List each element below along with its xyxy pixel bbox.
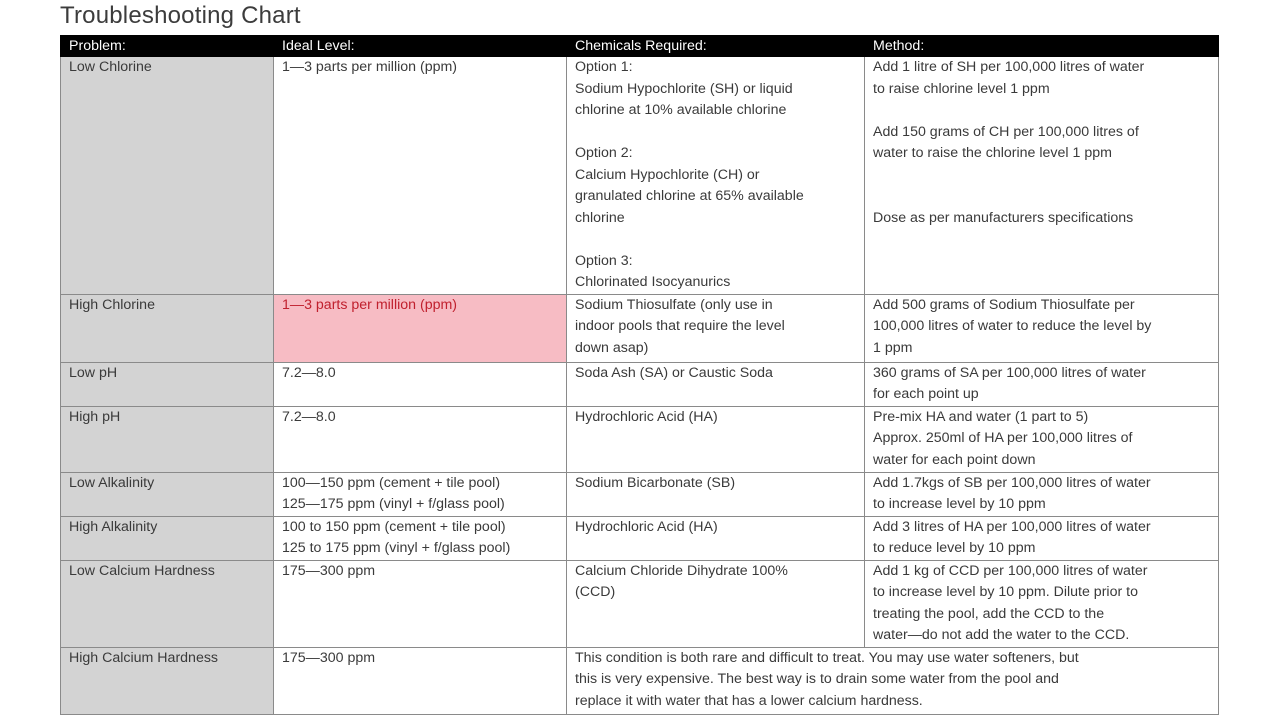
- cell-text-line: Chlorinated Isocyanurics: [575, 274, 731, 290]
- method-cell: [865, 516, 1219, 560]
- cell-text-line: 100,000 litres of water to reduce the level by: [873, 318, 1152, 334]
- cell-text-line: Option 2:: [575, 145, 633, 161]
- ideal-level-cell: [274, 647, 567, 714]
- page-title: Troubleshooting Chart: [60, 2, 301, 29]
- cell-text-line: chlorine at 10% available chlorine: [575, 102, 787, 118]
- problem-cell: [61, 57, 274, 295]
- header-problem: Problem:: [61, 36, 274, 57]
- cell-text-line: Sodium Bicarbonate (SB): [575, 474, 736, 491]
- cell-text-line: Hydrochloric Acid (HA): [575, 518, 718, 535]
- cell-text-line: down asap): [575, 339, 649, 356]
- table-header-row: [61, 36, 1219, 57]
- merged-note-cell: [567, 647, 1219, 714]
- cell-text-line: Add 150 grams of CH per 100,000 litres of: [873, 123, 1139, 140]
- cell-text-line: 7.2—8.0: [282, 408, 336, 425]
- method-cell: [865, 406, 1219, 472]
- cell-text-line: Option 1:: [575, 59, 633, 75]
- method-cell: [865, 472, 1219, 516]
- cell-text-line: water for each point down: [873, 451, 1036, 468]
- ideal-level-cell: [274, 362, 567, 406]
- cell-text-line: Hydrochloric Acid (HA): [575, 408, 718, 425]
- cell-text-line: Add 3 litres of HA per 100,000 litres of water: [873, 518, 1151, 535]
- chemicals-cell: [567, 516, 865, 560]
- ideal-level-cell: [274, 560, 567, 647]
- troubleshooting-table: [60, 35, 1219, 715]
- chemicals-cell: [567, 406, 865, 472]
- cell-text-line: water to raise the chlorine level 1 ppm: [873, 145, 1112, 161]
- problem-label: High pH: [69, 408, 121, 425]
- cell-text-line: 360 grams of SA per 100,000 litres of water: [873, 364, 1146, 381]
- table-row: [61, 560, 1219, 647]
- cell-text-line: Add 1 kg of CCD per 100,000 litres of water: [873, 562, 1148, 579]
- table-row: [61, 362, 1219, 406]
- problem-cell: [61, 294, 274, 362]
- cell-text-line: This condition is both rare and difficult to treat. You may use water softeners, but: [575, 649, 1079, 666]
- method-cell: [865, 294, 1219, 362]
- problem-label: Low pH: [69, 364, 118, 381]
- cell-text-line: 125—175 ppm (vinyl + f/glass pool): [282, 496, 505, 512]
- cell-text-line: to raise chlorine level 1 ppm: [873, 80, 1050, 97]
- table-row: [61, 294, 1219, 362]
- cell-text-line: 100 to 150 ppm (cement + tile pool): [282, 518, 506, 535]
- chemicals-cell: [567, 57, 865, 295]
- cell-text-line: to increase level by 10 ppm. Dilute prior to: [873, 584, 1138, 600]
- cell-text-line: Option 3:: [575, 252, 633, 269]
- cell-text-line: Dose as per manufacturers specifications: [873, 209, 1134, 226]
- problem-cell: [61, 406, 274, 472]
- cell-text-line: chlorine: [575, 209, 625, 226]
- cell-text-line: Calcium Chloride Dihydrate 100%: [575, 562, 788, 579]
- ideal-level-cell: [274, 516, 567, 560]
- header-ideal-level: Ideal Level:: [274, 36, 567, 57]
- chemicals-cell: [567, 362, 865, 406]
- header-method: Method:: [865, 36, 1219, 57]
- problem-label: Low Calcium Hardness: [69, 562, 215, 579]
- problem-label: High Calcium Hardness: [69, 649, 219, 666]
- ideal-level-cell: [274, 406, 567, 472]
- ideal-level-cell: [274, 57, 567, 295]
- cell-text-line: Approx. 250ml of HA per 100,000 litres of: [873, 430, 1133, 446]
- cell-text-line: 125 to 175 ppm (vinyl + f/glass pool): [282, 540, 511, 556]
- chemicals-cell: [567, 294, 865, 362]
- cell-text-line: granulated chlorine at 65% available: [575, 188, 804, 204]
- chemicals-cell: [567, 560, 865, 647]
- cell-text-line: to increase level by 10 ppm: [873, 496, 1046, 512]
- cell-text-line: 175—300 ppm: [282, 649, 376, 666]
- ideal-level-cell: [274, 472, 567, 516]
- problem-label: High Chlorine: [69, 296, 155, 313]
- cell-text-line: 7.2—8.0: [282, 364, 336, 381]
- cell-text-line: 1—3 parts per million (ppm): [282, 296, 458, 313]
- header-chemicals-required: Chemicals Required:: [567, 36, 865, 57]
- cell-text-line: Pre-mix HA and water (1 part to 5): [873, 408, 1089, 425]
- cell-text-line: Sodium Thiosulfate (only use in: [575, 296, 773, 313]
- table-row: [61, 647, 1219, 714]
- table-row: [61, 406, 1219, 472]
- cell-text-line: replace it with water that has a lower calcium hardness.: [575, 692, 923, 709]
- problem-cell: [61, 560, 274, 647]
- problem-cell: [61, 362, 274, 406]
- cell-text-line: to reduce level by 10 ppm: [873, 540, 1036, 556]
- cell-text-line: indoor pools that require the level: [575, 318, 785, 334]
- cell-text-line: 100—150 ppm (cement + tile pool): [282, 474, 501, 491]
- cell-text-line: this is very expensive. The best way is to drain some water from the pool and: [575, 671, 1059, 687]
- cell-text-line: Soda Ash (SA) or Caustic Soda: [575, 364, 773, 381]
- table-row: [61, 516, 1219, 560]
- table-row: [61, 472, 1219, 516]
- problem-cell: [61, 516, 274, 560]
- cell-text-line: Calcium Hypochlorite (CH) or: [575, 166, 760, 183]
- method-cell: [865, 57, 1219, 295]
- cell-text-line: treating the pool, add the CCD to the: [873, 605, 1105, 622]
- problem-label: Low Chlorine: [69, 59, 152, 75]
- cell-text-line: 175—300 ppm: [282, 562, 376, 579]
- problem-cell: [61, 472, 274, 516]
- cell-text-line: water—do not add the water to the CCD.: [873, 627, 1130, 643]
- problem-label: High Alkalinity: [69, 518, 158, 535]
- cell-text-line: Add 500 grams of Sodium Thiosulfate per: [873, 296, 1135, 313]
- ideal-level-cell-highlighted: [274, 294, 567, 362]
- method-cell: [865, 560, 1219, 647]
- cell-text-line: Sodium Hypochlorite (SH) or liquid: [575, 80, 793, 97]
- problem-cell: [61, 647, 274, 714]
- cell-text-line: Add 1.7kgs of SB per 100,000 litres of water: [873, 474, 1151, 491]
- problem-label: Low Alkalinity: [69, 474, 155, 491]
- cell-text-line: 1—3 parts per million (ppm): [282, 59, 458, 75]
- cell-text-line: Add 1 litre of SH per 100,000 litres of water: [873, 59, 1145, 75]
- table-row: [61, 57, 1219, 295]
- method-cell: [865, 362, 1219, 406]
- cell-text-line: (CCD): [575, 584, 616, 600]
- cell-text-line: 1 ppm: [873, 339, 913, 356]
- chemicals-cell: [567, 472, 865, 516]
- cell-text-line: for each point up: [873, 386, 979, 402]
